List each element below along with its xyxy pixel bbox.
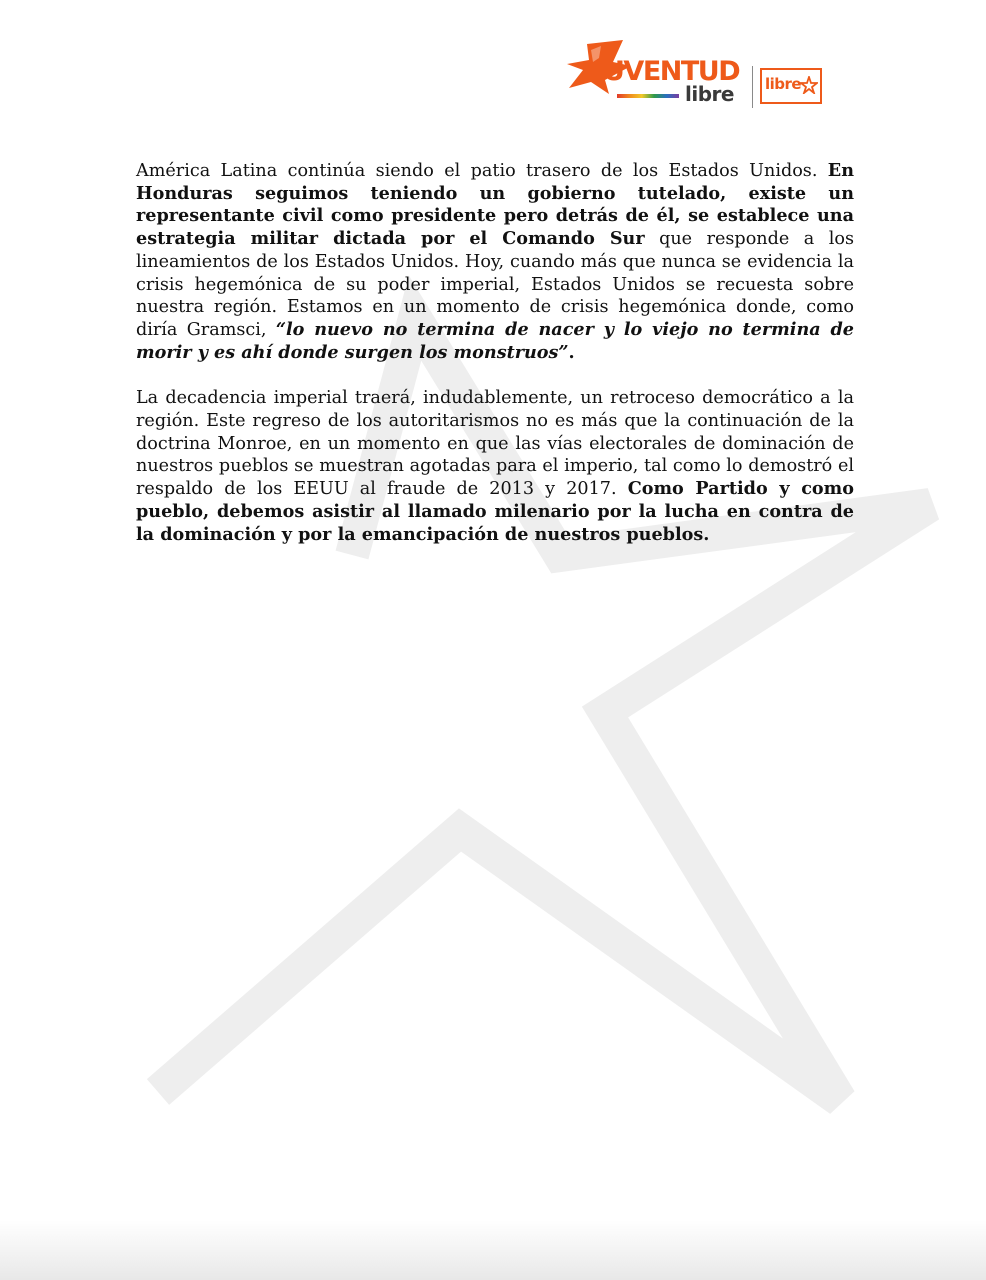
paragraph-1-text-continued: que responde a los lineamientos de los Estados Unidos. Hoy, cuando más que nunca se evidencia la crisis hegemónica de su poder imperial, Estados Unidos se recuesta sobre nuestra región. Estamos en un momento de crisis hegemónica donde, como diría Gramsci, — [136, 229, 854, 340]
paragraph-2 — [136, 387, 854, 546]
juventud-logo-stripe — [617, 94, 679, 98]
juventud-logo-subtitle: libre — [685, 82, 734, 106]
gramsci-quote: “lo nuevo no termina de nacer y lo viejo no termina de morir y es ahí donde surgen los monstruos” — [136, 318, 854, 363]
libre-party-logo — [760, 68, 822, 104]
paragraph-1-end: . — [568, 341, 575, 363]
document-body — [136, 160, 854, 546]
logo-divider — [752, 66, 753, 108]
paragraph-2-bold-text: Como Partido y como pueblo, debemos asistir al llamado milenario por la lucha en contra de la dominación y por la emancipación de nuestros pueblos. — [136, 478, 855, 545]
juventud-logo-title: UVENTUD — [603, 56, 740, 87]
bottom-shade — [0, 1220, 986, 1280]
juventud-libre-logo — [565, 36, 750, 110]
paragraph-1 — [136, 160, 854, 364]
paragraph-1-text: América Latina continúa siendo el patio trasero de los Estados Unidos. — [136, 161, 828, 181]
libre-logo-text: libre — [765, 75, 802, 93]
paragraph-1-bold-text: En Honduras seguimos teniendo un gobierno tutelado, existe un representante civil como presidente pero detrás de él, se establece una estrategia militar dictada por el Comando Sur — [136, 160, 854, 250]
paragraph-2-text: La decadencia imperial traerá, indudablemente, un retroceso democrático a la región. Este regreso de los autoritarismos no es más que la continuación de la doctrina Monroe, en un momento en que las vías electorales de dominación de nuestros pueblos se muestran agotadas para el imperio, tal como lo demostró el respaldo de los EEUU al fraude de 2013 y 2017. — [136, 388, 854, 500]
libre-star-icon — [800, 76, 818, 94]
